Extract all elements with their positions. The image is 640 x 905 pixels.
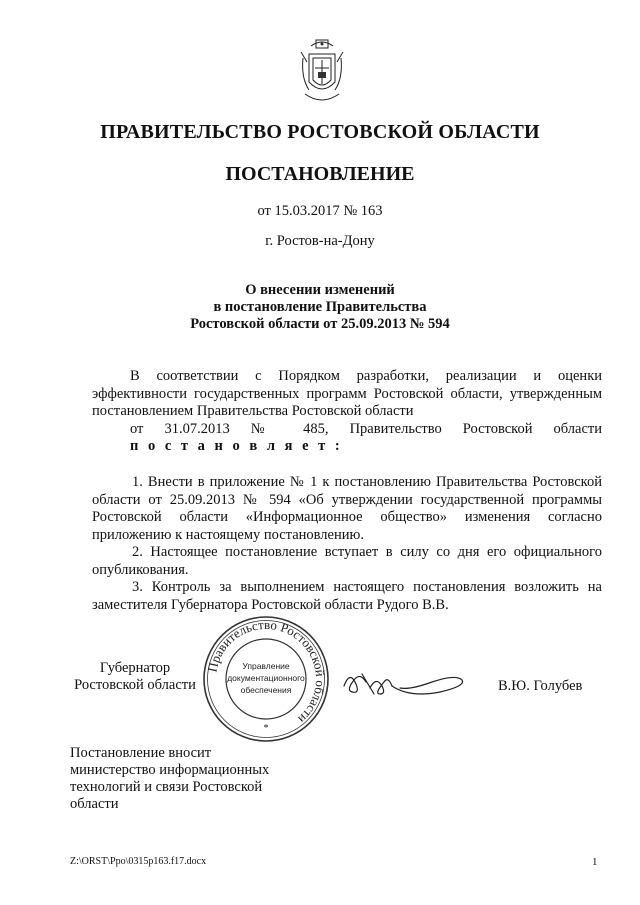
signatory-title <box>70 660 200 694</box>
decree-item: 2. Настоящее постановление вступает в силу со дня его официального опубликования. <box>92 544 602 578</box>
subject-line: О внесении изменений <box>245 282 395 298</box>
signer-name: В.Ю. Голубев <box>498 678 583 694</box>
submitted-by-line: Постановление вносит <box>70 745 212 761</box>
decree-item: 3. Контроль за выполнением настоящего постановления возложить на заместителя Губернатора Ростовской области Рудого В.В. <box>92 579 602 613</box>
decree-items <box>92 474 602 614</box>
seal-inner-text: Управление <box>242 661 290 671</box>
seal-outer-text: Правительство Ростовской области <box>204 616 329 727</box>
page-number: 1 <box>592 856 598 868</box>
document-type: ПОСТАНОВЛЕНИЕ <box>225 163 415 185</box>
preamble <box>92 368 602 456</box>
document-subject <box>0 282 640 333</box>
decree-item: 1. Внести в приложение № 1 к постановлению Правительства Ростовской области от 25.09.2013 № 594 «Об утверждении государственной программы Ростовской области «Информационное общество» изменения согласно приложению к настоящему постановлению. <box>92 474 602 543</box>
signatory-title-line: Губернатор <box>99 660 171 676</box>
submitted-by <box>70 745 300 813</box>
preamble-last-line: от 31.07.2013 № 485, Правительство Ростовской области <box>130 420 602 437</box>
submitted-by-line: технологий и связи Ростовской <box>70 779 263 795</box>
seal-inner-text: документационного <box>227 673 305 683</box>
file-path: Z:\ORST\Ppo\0315p163.f17.docx <box>70 856 207 867</box>
submitted-by-line: министерство информационных <box>70 762 270 778</box>
svg-text:*: * <box>263 723 269 734</box>
subject-line: Ростовской области от 25.09.2013 № 594 <box>190 316 450 332</box>
coat-of-arms-icon <box>299 38 345 108</box>
subject-line: в постановление Правительства <box>213 299 427 315</box>
handwritten-signature <box>340 664 472 704</box>
organization-title: ПРАВИТЕЛЬСТВО РОСТОВСКОЙ ОБЛАСТИ <box>100 121 540 143</box>
submitted-by-line: области <box>70 796 119 812</box>
signatory-title-line: Ростовской области <box>74 677 196 693</box>
preamble-text: В соответствии с Порядком разработки, реализации и оценки эффективности государственных программ Ростовской области, утвержденным постановлением Правительства Ростовской области <box>92 368 602 419</box>
city: г. Ростов-на-Дону <box>265 233 375 249</box>
official-seal <box>202 615 330 743</box>
date-and-number: от 15.03.2017 № 163 <box>257 203 383 219</box>
decree-word: п о с т а н о в л я е т : <box>130 438 343 454</box>
seal-inner-text: обеспечения <box>240 685 292 695</box>
